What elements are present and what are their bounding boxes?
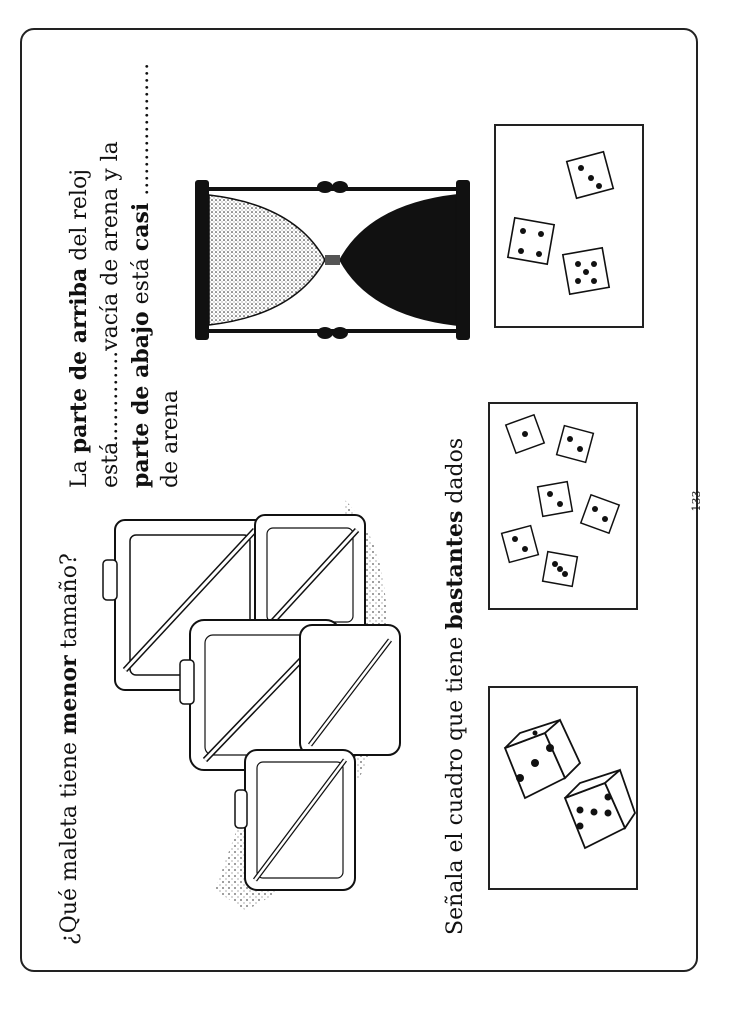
hourglass-illustration: [195, 175, 470, 345]
hourglass-text-line3: [126, 63, 157, 488]
question1-bold: menor: [56, 655, 82, 735]
hourglass-line1-pre: La: [67, 453, 92, 488]
hourglass-line3-bold2: casi: [128, 202, 154, 252]
hourglass-text-line1: [64, 169, 95, 488]
hourglass-line2: está.............vacía de arena y la: [98, 141, 123, 488]
dice-box-six[interactable]: [488, 402, 638, 610]
hourglass-line3-bold1: parte de abajo: [128, 311, 154, 488]
hourglass-line3-mid: está: [129, 251, 154, 312]
hourglass-text-line4: [156, 390, 186, 488]
dice-box-three[interactable]: [494, 124, 644, 328]
hourglass-line4: de arena: [158, 389, 183, 488]
three-dice-illustration: [496, 126, 642, 326]
question2-text-post: dados: [443, 437, 468, 511]
question1-text-post: tamaño?: [57, 553, 82, 656]
question2-bold: bastantes: [442, 510, 468, 630]
page-number: [686, 478, 708, 524]
two-dice-illustration: [490, 688, 636, 888]
hourglass-line1-bold: parte de arriba: [66, 267, 92, 454]
hourglass-line3-post: ...................: [129, 62, 154, 203]
question2-text-pre: Señala el cuadro que tiene: [443, 629, 468, 935]
hourglass-line1-post: del reloj: [67, 168, 92, 268]
hourglass-text-line2: [96, 141, 126, 488]
question-enough-dice: [440, 438, 471, 935]
six-dice-illustration: [490, 404, 636, 608]
suitcases-illustration: [95, 490, 425, 920]
page-number-text: 133: [690, 490, 703, 512]
question1-text-pre: ¿Qué maleta tiene: [57, 734, 82, 945]
dice-box-two[interactable]: [488, 686, 638, 890]
question-suitcase-size: [54, 553, 85, 945]
